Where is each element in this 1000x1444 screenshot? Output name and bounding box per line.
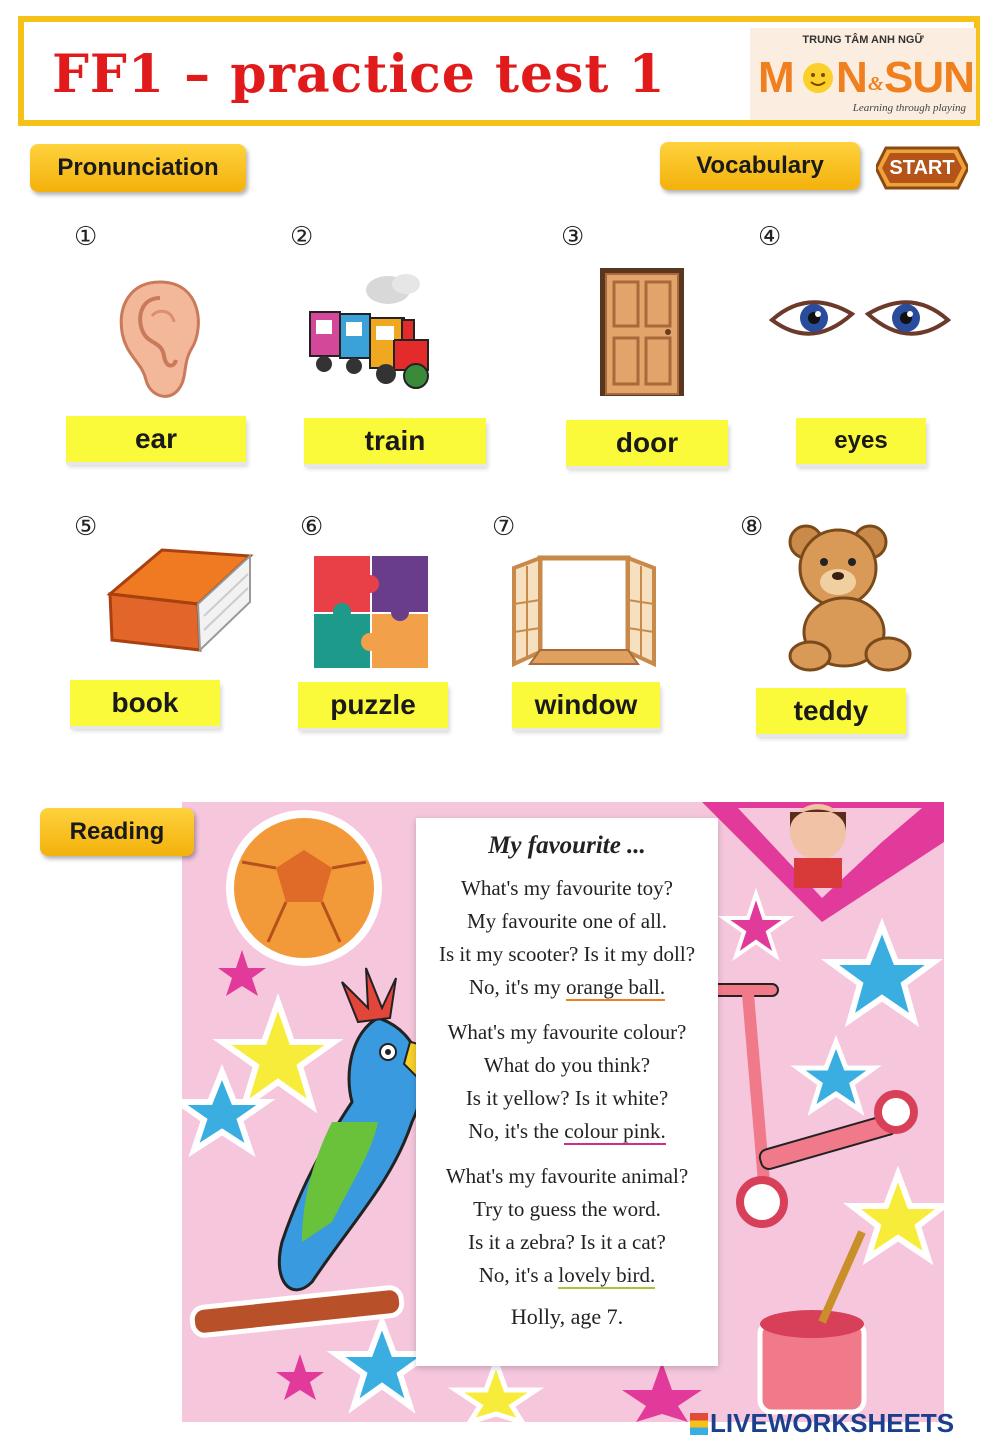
poem-card — [416, 818, 718, 1366]
word-label-train: train — [304, 418, 486, 464]
item-number-5: ⑤ — [74, 512, 98, 542]
teddy-icon — [784, 520, 916, 674]
page-title: FF1 – practice test 1 — [52, 44, 666, 105]
word-label-book: book — [70, 680, 220, 726]
liveworksheets-brand[interactable] — [690, 1408, 954, 1439]
header-frame — [18, 16, 980, 126]
poem-line-start: No, it's my — [468, 975, 566, 999]
poem-line: My favourite one of all. — [466, 909, 668, 933]
ear-icon — [112, 276, 208, 404]
item-number-6: ⑥ — [300, 512, 324, 542]
logo — [750, 28, 976, 120]
poem-line — [416, 971, 718, 1004]
poem-line: What's my favourite animal? — [445, 1164, 689, 1188]
window-icon — [510, 554, 658, 672]
answer-underline-colour-pink: colour pink. — [564, 1119, 666, 1143]
book-icon — [104, 546, 254, 658]
liveworksheets-logo-icon — [690, 1413, 708, 1435]
word-label-puzzle: puzzle — [298, 682, 448, 728]
poem-line: Try to guess the word. — [473, 1197, 661, 1221]
word-label-ear: ear — [66, 416, 246, 462]
poem-title: My favourite ... — [488, 832, 646, 859]
svg-text:SUN: SUN — [884, 53, 972, 102]
word-label-window: window — [512, 682, 660, 728]
poem-line: What do you think? — [483, 1053, 651, 1077]
poem-line — [416, 1115, 718, 1148]
reading-button[interactable]: Reading — [40, 808, 194, 856]
item-number-1: ① — [74, 222, 98, 252]
start-button[interactable] — [876, 146, 968, 190]
vocabulary-button[interactable]: Vocabulary — [660, 142, 860, 190]
puzzle-icon — [312, 554, 430, 670]
logo-wordmark-icon — [756, 50, 972, 102]
item-number-7: ⑦ — [492, 512, 516, 542]
poem-line — [416, 1259, 718, 1292]
poem-line: What's my favourite toy? — [461, 876, 673, 900]
poem-line-start: No, it's the — [468, 1119, 565, 1143]
poem-stanza-2 — [416, 1016, 718, 1148]
svg-text:N: N — [836, 53, 867, 102]
door-icon — [598, 266, 686, 398]
poem-line: What's my favourite colour? — [447, 1020, 687, 1044]
logo-top-text: TRUNG TÂM ANH NGỮ — [802, 34, 924, 46]
poem-line: Is it a zebra? Is it a cat? — [468, 1230, 666, 1254]
poem-line: Is it my scooter? Is it my doll? — [438, 942, 696, 966]
pronunciation-button[interactable]: Pronunciation — [30, 144, 246, 192]
word-label-door: door — [566, 420, 728, 466]
word-label-teddy: teddy — [756, 688, 906, 734]
answer-underline-lovely-bird: lovely bird. — [558, 1263, 656, 1287]
poem-line: Is it yellow? Is it white? — [465, 1086, 669, 1110]
svg-text:&: & — [868, 73, 883, 95]
poem-signature: Holly, age 7. — [510, 1304, 624, 1329]
poem-line-start: No, it's a — [478, 1263, 559, 1287]
poem-stanza-3 — [416, 1160, 718, 1292]
item-number-2: ② — [290, 222, 314, 252]
item-number-8: ⑧ — [740, 512, 764, 542]
logo-tagline: Learning through playing — [852, 102, 966, 114]
answer-underline-orange-ball: orange ball. — [566, 975, 666, 999]
poem-stanza-1 — [416, 872, 718, 1004]
item-number-3: ③ — [561, 222, 585, 252]
word-label-eyes: eyes — [796, 418, 926, 464]
train-icon — [306, 268, 438, 398]
eyes-icon — [768, 286, 952, 348]
svg-text:M: M — [758, 53, 794, 102]
start-label: START — [889, 156, 955, 179]
footer-brand-text: LIVEWORKSHEETS — [710, 1408, 955, 1438]
item-number-4: ④ — [758, 222, 782, 252]
